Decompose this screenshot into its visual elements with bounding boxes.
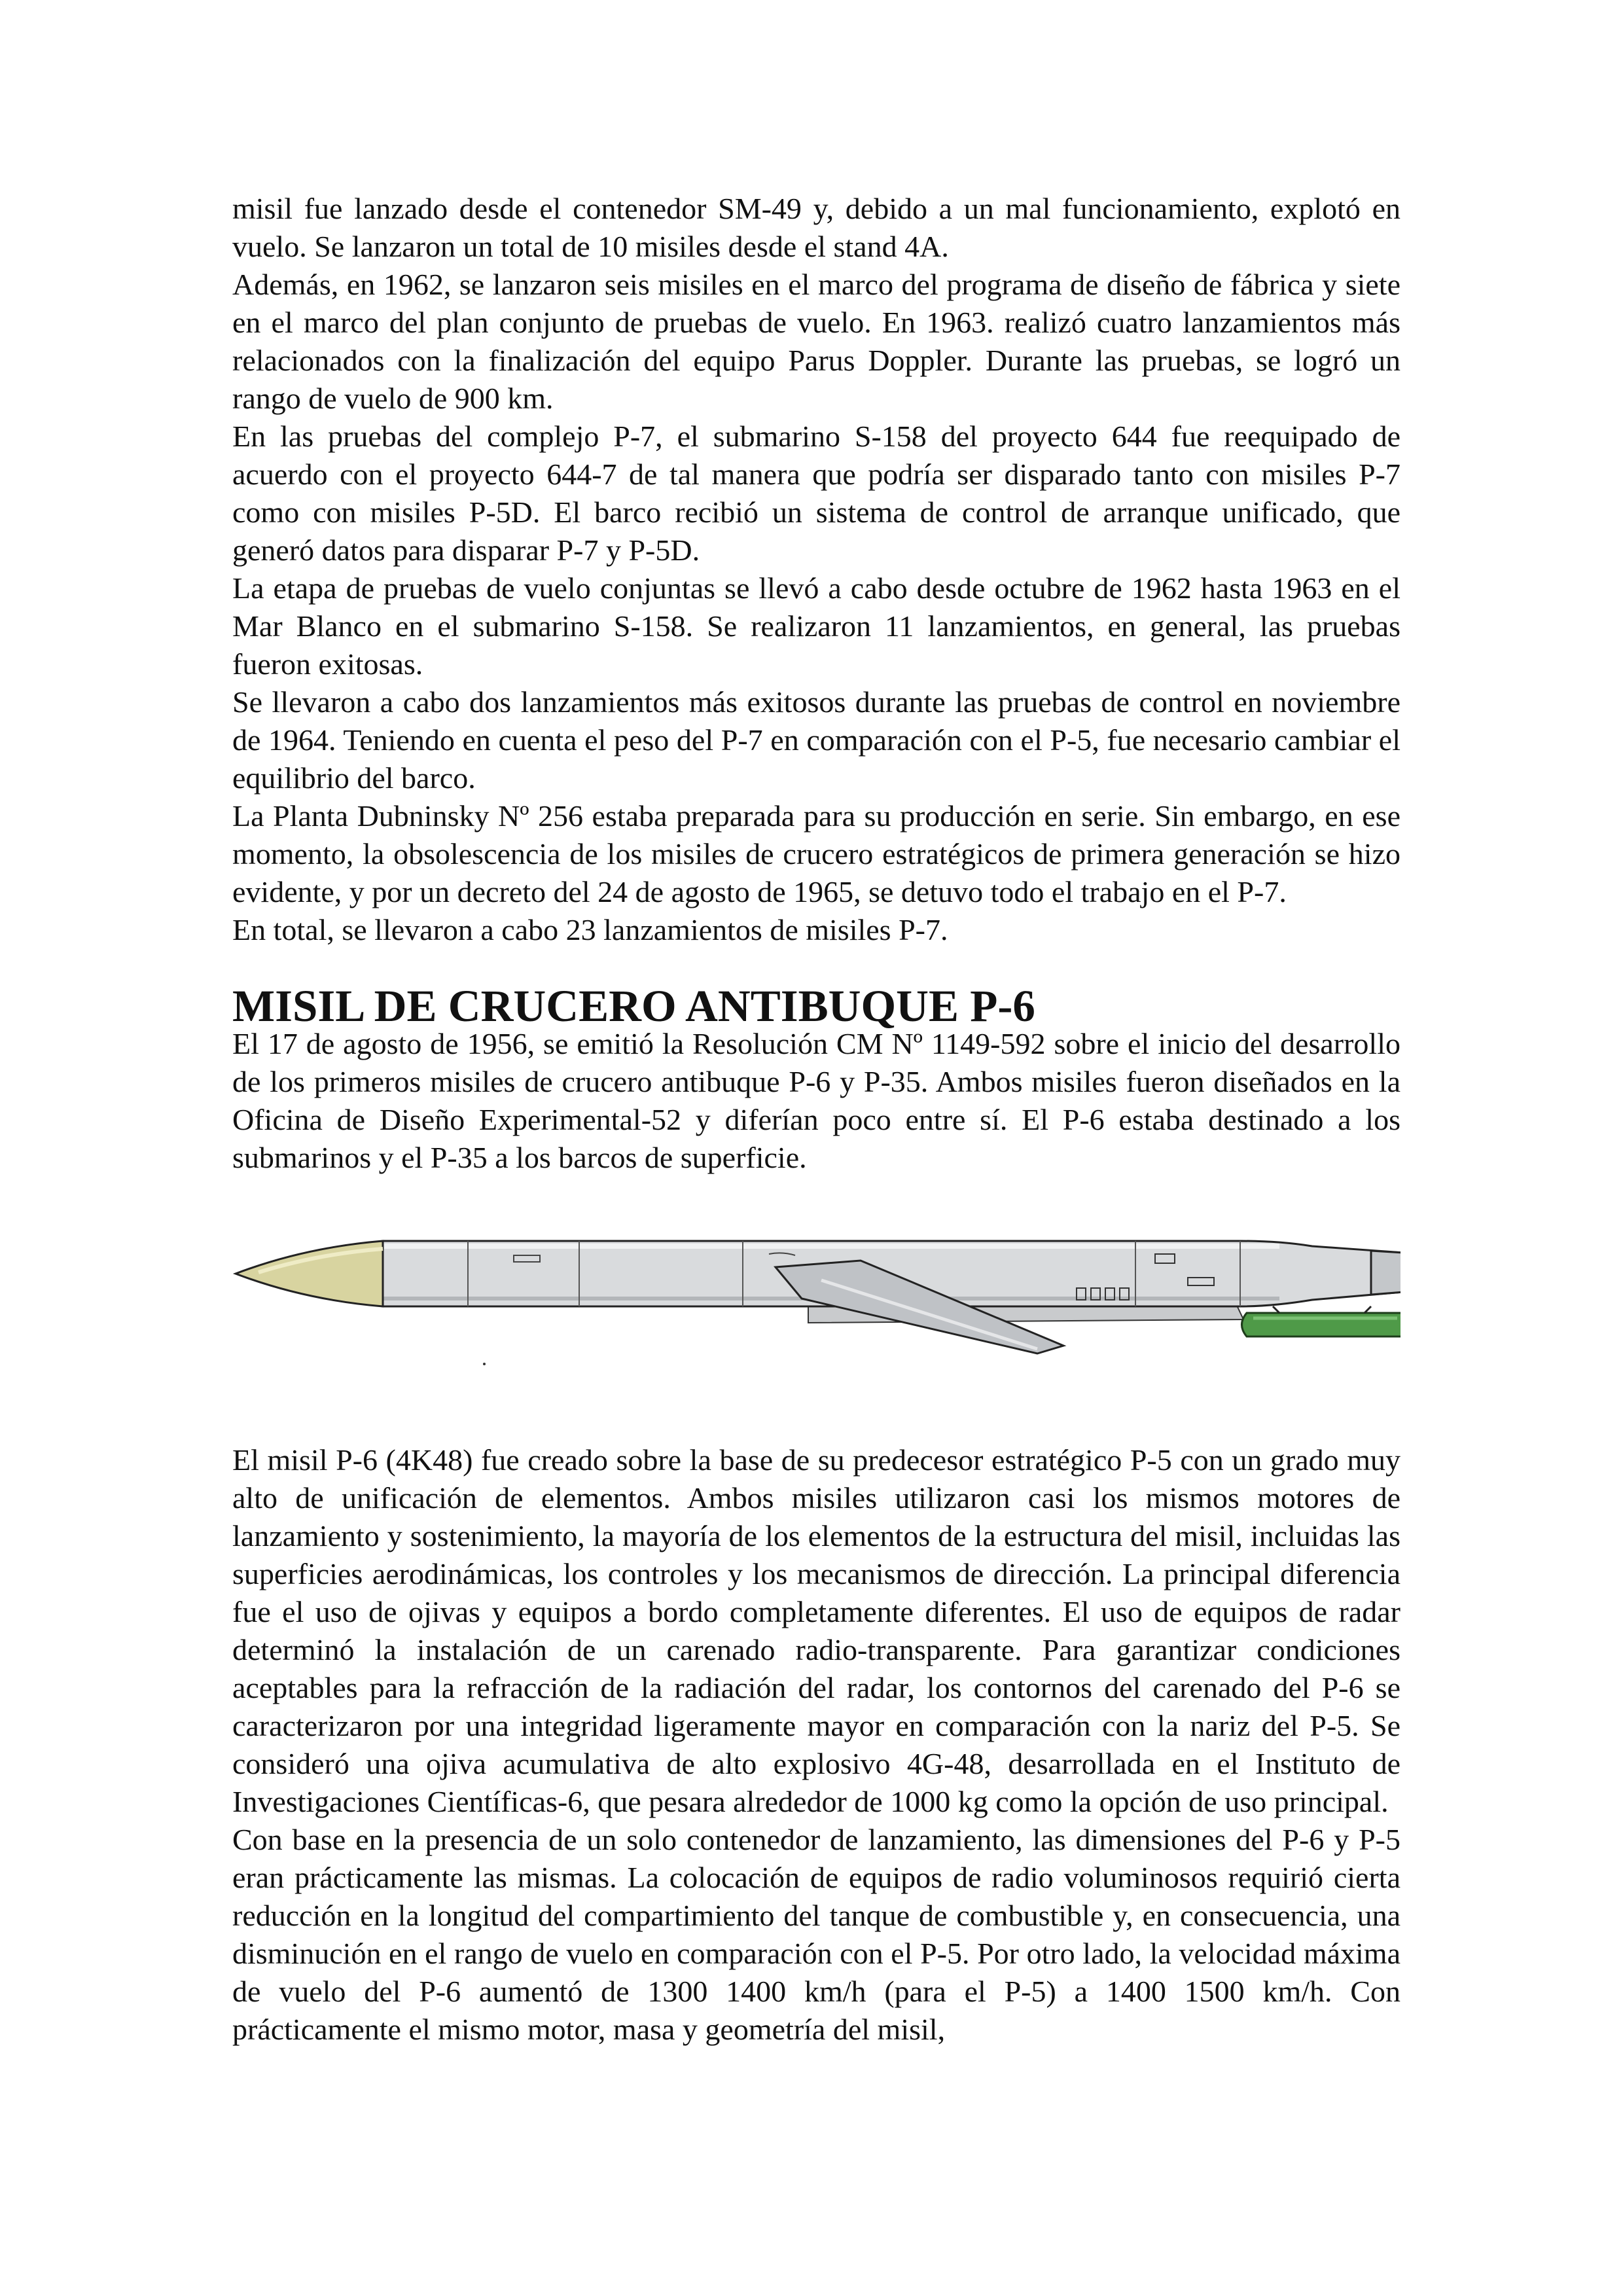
paragraph-resolution: El 17 de agosto de 1956, se emitió la Resolución CM Nº 1149-592 sobre el inicio del desarrollo de los primeros misiles de crucero antibuque P-6 y P-35. Ambos misiles fueron diseñados en la Oficina de Diseño Experimental-52 y diferían poco entre sí. El P-6 estaba destinado a los submarinos y el P-35 a los barcos de superficie. (232, 1027, 1400, 1174)
paragraph-control-tests: Se llevaron a cabo dos lanzamientos más exitosos durante las pruebas de control en noviembre de 1964. Teniendo en cuenta el peso del P-7 en comparación con el P-5, fue necesario cambiar el equilibrio del barco. (232, 685, 1400, 795)
tail-exhaust (1371, 1251, 1400, 1295)
paragraph-1962-launches: Además, en 1962, se lanzaron seis misiles en el marco del programa de diseño de fábrica y siete en el marco del plan conjunto de pruebas de vuelo. En 1963. realizó cuatro lanzamientos más relacionados con la finalización del equipo Parus Doppler. Durante las pruebas, se logró un rango de vuelo de 900 km. (232, 268, 1400, 415)
missile-figure (232, 1215, 1400, 1365)
paragraph-dubninsky-plant: La Planta Dubninsky Nº 256 estaba preparada para su producción en serie. Sin embargo, en ese momento, la obsolescencia de los misiles de crucero estratégicos de primera generación se hizo evidente, y por un decreto del 24 de agosto de 1965, se detuvo todo el trabajo en el P-7. (232, 799, 1400, 908)
paragraph-total-launches: En total, se llevaron a cabo 23 lanzamientos de misiles P-7. (232, 913, 948, 946)
paragraph-joint-tests: La etapa de pruebas de vuelo conjuntas se llevó a cabo desde octubre de 1962 hasta 1963 en el Mar Blanco en el submarino S-158. Se realizaron 11 lanzamientos, en general, las pruebas fueron exitosas. (232, 571, 1400, 681)
paragraph-p6-description: El misil P-6 (4K48) fue creado sobre la base de su predecesor estratégico P-5 con un grado muy alto de unificación de elementos. Ambos misiles utilizaron casi los mismos motores de lanzamiento y sostenimiento, la mayoría de los elementos de la estructura del misil, incluidas las superficies aerodinámicas, los controles y los mecanismos de dirección. La principal diferencia fue el uso de ojivas y equipos a bordo completamente diferentes. El uso de equipos de radar determinó la instalación de un carenado radio-transparente. Para garantizar condiciones aceptables para la refracción de la radiación del radar, los contornos del carenado del P-6 se caracterizaron por una integridad ligeramente mayor en comparación con la nariz del P-5. Se consideró una ojiva acumulativa de alto explosivo 4G-48, desarrollada en el Instituto de Investigaciones Científicas-6, que pesara alrededor de 1000 kg como la opción de uso principal. (232, 1443, 1400, 1818)
section-heading: MISIL DE CRUCERO ANTIBUQUE P-6 (232, 981, 1035, 1031)
missile-illustration-icon (232, 1215, 1400, 1365)
booster (1242, 1313, 1401, 1336)
document-page (232, 190, 1400, 2049)
paragraph-p6-dimensions: Con base en la presencia de un solo contenedor de lanzamiento, las dimensiones del P-6 y P-5 eran prácticamente las mismas. La colocación de equipos de radio voluminosos requirió cierta reducción en la longitud del compartimiento del tanque de combustible y, en consecuencia, una disminución en el rango de vuelo en comparación con el P-5. Por otro lado, la velocidad máxima de vuelo del P-6 aumentó de 1300 1400 km/h (para el P-5) a 1400 1500 km/h. Con prácticamente el mismo motor, masa y geometría del misil, (232, 1823, 1400, 2046)
paragraph-sm49-launch: misil fue lanzado desde el contenedor SM-49 y, debido a un mal funcionamiento, explotó en vuelo. Se lanzaron un total de 10 misiles desde el stand 4A. (232, 192, 1400, 263)
paragraph-submarine-s158: En las pruebas del complejo P-7, el submarino S-158 del proyecto 644 fue reequipado de acuerdo con el proyecto 644-7 de tal manera que podría ser disparado tanto con misiles P-7 como con misiles P-5D. El barco recibió un sistema de control de arranque unificado, que generó datos para disparar P-7 y P-5D. (232, 420, 1400, 567)
